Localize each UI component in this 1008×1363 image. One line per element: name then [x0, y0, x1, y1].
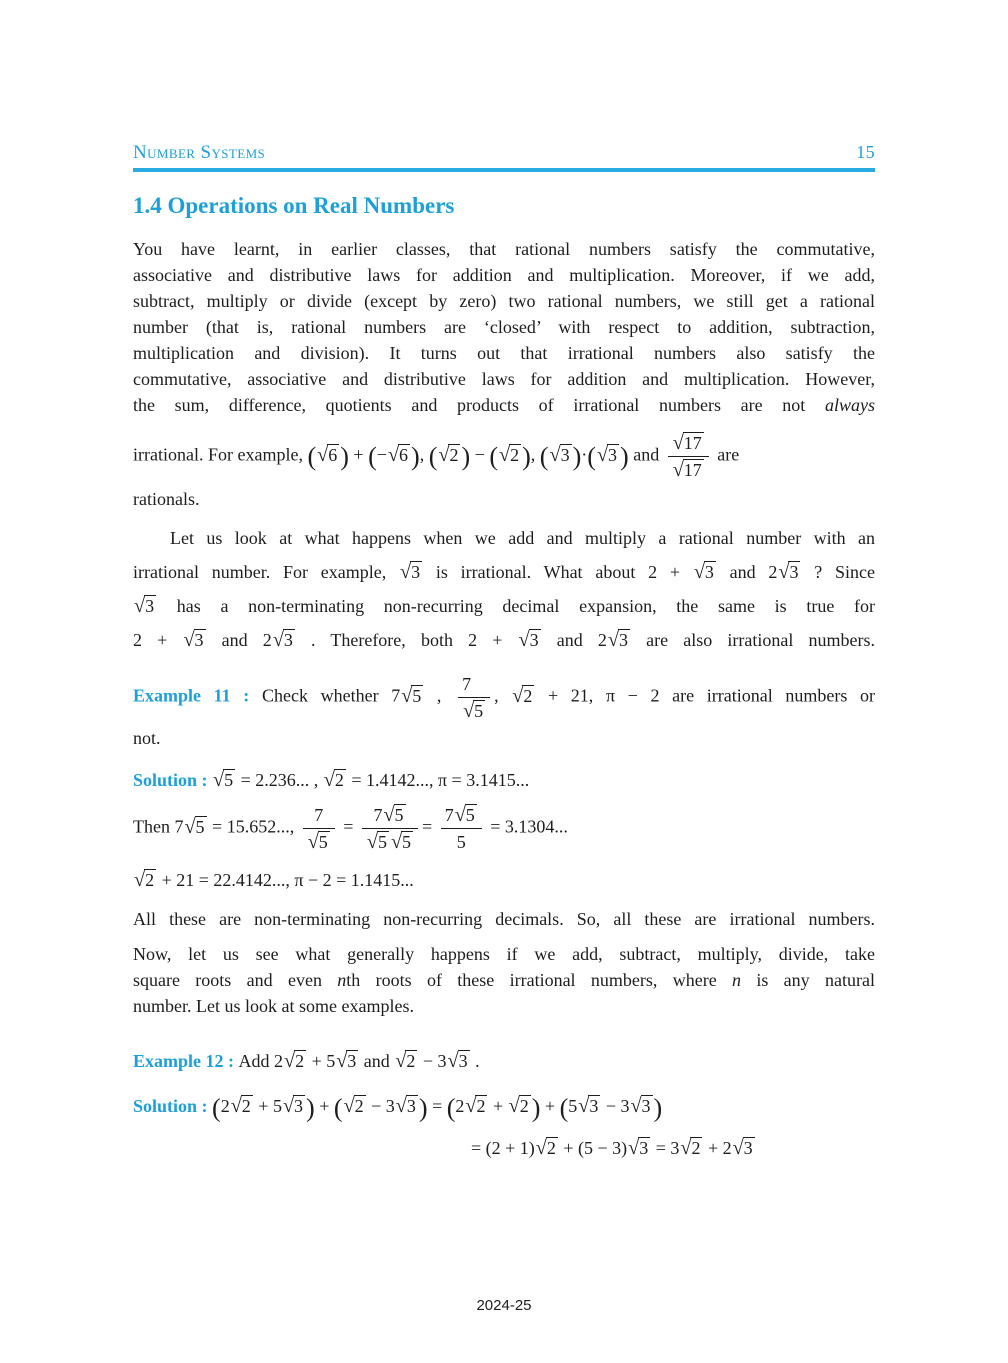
page-header [133, 142, 875, 164]
text-run: . Therefore, both 2 + [295, 630, 518, 650]
text-run: associative and distributive laws for addition and multiplication. Moreover, if we add, [133, 265, 875, 285]
radicand: 5 [394, 805, 404, 825]
text-run: Check whether 7 [261, 685, 401, 706]
text-run: subtract, multiply or divide (except by zero) two rational numbers, we still get a rational [133, 291, 875, 311]
radicand: 17 [683, 459, 702, 480]
text-run: = 15.652..., [207, 816, 299, 837]
text-run: = 2.236... , [236, 770, 323, 790]
big-paren: ( [587, 442, 596, 472]
radical-sign: √ [549, 443, 561, 466]
radical-sign: √ [630, 1095, 642, 1117]
radicand: 5 [195, 816, 205, 837]
text-run: irrational number. For example, [133, 562, 400, 582]
text-run: + (5 − 3) [558, 1137, 628, 1158]
text-run: · [581, 444, 588, 465]
fraction [441, 804, 482, 853]
denominator [668, 457, 709, 482]
big-paren: ( [428, 442, 438, 472]
sqrt-expression [597, 445, 619, 465]
sqrt-expression [283, 1096, 305, 1116]
radicand: 5 [412, 685, 422, 706]
radical-sign: √ [183, 629, 195, 651]
text-run: 7 [444, 805, 454, 825]
radical-sign: √ [336, 1050, 348, 1072]
text-run: 2 [220, 1096, 230, 1116]
text-line [133, 314, 875, 340]
radical-sign: √ [438, 443, 450, 466]
radical-sign: √ [596, 443, 609, 466]
text-run: Now, let us see what generally happens if we add, subtract, multiply, divide, take [133, 944, 875, 964]
radicand: 3 [347, 1051, 357, 1071]
fraction [668, 432, 709, 481]
radicand: 5 [377, 831, 387, 852]
radical-sign: √ [578, 1095, 590, 1117]
text-run: and [628, 444, 664, 465]
sqrt-expression [396, 1096, 418, 1116]
radical-sign: √ [387, 443, 399, 466]
sqrt-expression [509, 1096, 531, 1116]
text-run: number (that is, rational numbers are ‘closed’ with respect to addition, subtraction, [133, 317, 875, 337]
accent-label: Solution : [133, 1096, 213, 1116]
text-run: are also irrational numbers. [630, 630, 875, 650]
sqrt-expression [778, 562, 800, 582]
example-11 [133, 670, 875, 751]
text-line [133, 864, 875, 896]
text-run: = 3.1304... [485, 816, 568, 837]
running-head: Number Systems [133, 142, 266, 163]
sqrt-expression [578, 1096, 600, 1116]
text-line [133, 340, 875, 366]
radicand: 3 [704, 562, 714, 582]
sqrt-expression [608, 630, 630, 650]
italic-text: n [732, 970, 742, 990]
page-content [133, 236, 875, 1161]
big-paren: ( [307, 442, 317, 472]
radical-sign: √ [499, 443, 511, 466]
sqrt-expression [184, 817, 206, 837]
radicand: 3 [283, 630, 293, 650]
sqrt-expression [733, 1138, 755, 1158]
radical-sign: √ [401, 684, 413, 707]
accent-label: Solution : [133, 770, 213, 790]
sqrt-expression [680, 1138, 702, 1158]
radical-sign: √ [607, 629, 619, 651]
text-line [133, 623, 875, 657]
text-run: = [422, 816, 437, 837]
rational-irrational-paragraph [133, 521, 875, 657]
text-run: is any natural [741, 970, 875, 990]
radicand: 2 [354, 1096, 364, 1116]
text-line [133, 764, 875, 796]
sqrt-expression [673, 433, 704, 453]
text-run: 7 [373, 805, 383, 825]
sqrt-expression [448, 1051, 470, 1071]
denominator [362, 829, 418, 854]
text-line [133, 993, 875, 1019]
radical-sign: √ [400, 561, 412, 583]
text-run: irrational. For example, [133, 444, 308, 465]
sqrt-expression [536, 1138, 558, 1158]
radical-sign: √ [230, 1095, 242, 1117]
radicand: 2 [145, 870, 155, 890]
radicand: 2 [449, 444, 459, 465]
italic-text: n [337, 970, 347, 990]
radical-sign: √ [395, 1050, 407, 1072]
big-paren: ) [653, 1093, 663, 1123]
sqrt-expression [134, 870, 156, 890]
radical-sign: √ [317, 443, 329, 466]
text-run: are [712, 444, 740, 465]
header-rule [133, 168, 875, 172]
sqrt-expression [231, 1096, 253, 1116]
text-run: = [427, 1096, 447, 1116]
sqrt-expression [183, 630, 205, 650]
text-run: 5 [568, 1096, 578, 1116]
sqrt-expression [213, 770, 235, 790]
text-run: and 2 [716, 562, 778, 582]
sqrt-expression [134, 596, 156, 616]
radical-sign: √ [307, 830, 319, 853]
radicand: 2 [519, 1096, 529, 1116]
then-computation [133, 804, 875, 853]
text-line [133, 555, 875, 589]
radical-sign: √ [672, 458, 684, 481]
text-run: , [494, 685, 512, 706]
text-run: + 2 [703, 1137, 732, 1158]
text-line [133, 486, 875, 512]
italic-text: always [824, 395, 875, 415]
radicand: 2 [295, 1051, 305, 1071]
text-run: 2 [455, 1096, 465, 1116]
text-run: 5 [456, 831, 466, 852]
sqrt-expression [673, 460, 704, 480]
sqrt-expression [400, 562, 422, 582]
radicand: 3 [406, 1096, 416, 1116]
radicand: 3 [743, 1137, 753, 1158]
text-run: , [419, 444, 429, 465]
text-run: has a non-terminating non-recurring decimal expansion, the same is true for [157, 596, 875, 616]
text-run: and 2 [206, 630, 272, 650]
text-run: Then 7 [133, 816, 184, 837]
radicand: 6 [399, 444, 408, 465]
text-run: number. Let us look at some examples. [133, 996, 414, 1016]
radicand: 3 [529, 630, 539, 650]
denominator [303, 829, 335, 854]
text-run: + [348, 444, 369, 465]
radicand: 2 [241, 1096, 251, 1116]
radical-sign: √ [463, 699, 475, 722]
text-run: + [488, 1096, 508, 1116]
text-run: commutative, associative and distributive laws for addition and multiplication. However, [133, 369, 875, 389]
numerator [668, 432, 709, 457]
radical-sign: √ [465, 1095, 477, 1117]
text-line [133, 941, 875, 967]
sqrt-expression [395, 1051, 417, 1071]
big-paren: ( [559, 1093, 569, 1123]
text-run: − 3 [366, 1096, 395, 1116]
big-paren: ( [368, 442, 377, 472]
sqrt-expression [694, 562, 716, 582]
radical-sign: √ [184, 815, 196, 838]
radical-sign: √ [366, 830, 378, 853]
radicand: 2 [476, 1096, 486, 1116]
sqrt-expression [465, 1096, 487, 1116]
accent-label: Example 12 : [133, 1051, 239, 1071]
radicand: 5 [474, 700, 484, 721]
text-line [133, 288, 875, 314]
big-paren: ) [461, 442, 471, 472]
conclusion-line [133, 906, 875, 932]
radical-sign: √ [343, 1095, 355, 1117]
radicand: 2 [523, 685, 533, 706]
radicand: 6 [328, 444, 338, 465]
radicand: 3 [411, 562, 421, 582]
big-paren: ) [340, 442, 349, 472]
text-run: You have learnt, in earlier classes, that rational numbers satisfy the commutative, [133, 239, 875, 259]
big-paren: ( [333, 1093, 343, 1123]
text-run: − [470, 444, 490, 465]
radicand: 2 [406, 1051, 416, 1071]
radicand: 2 [546, 1137, 556, 1158]
radical-sign: √ [390, 830, 403, 853]
solution-11 [133, 764, 875, 796]
radicand: 5 [402, 831, 412, 852]
big-paren: ( [539, 442, 549, 472]
sqrt-expression [344, 1096, 366, 1116]
radicand: 5 [318, 831, 328, 852]
big-paren: ( [446, 1093, 456, 1123]
text-run: 7 [462, 674, 472, 694]
text-run: + 21 = 22.4142..., π − 2 = 1.1415... [157, 870, 414, 890]
radical-sign: √ [535, 1136, 547, 1159]
radicand: 3 [294, 1096, 304, 1116]
radicand: 3 [618, 630, 628, 650]
text-line [133, 392, 875, 418]
text-run: , [424, 685, 455, 706]
radical-sign: √ [272, 629, 284, 651]
big-paren: ) [411, 442, 420, 472]
sqrt2-computation [133, 864, 875, 896]
text-line [133, 426, 875, 484]
sqrt-expression [630, 1096, 652, 1116]
numerator [362, 804, 418, 829]
big-paren: ( [212, 1093, 221, 1123]
big-paren: ) [418, 1093, 428, 1123]
radical-sign: √ [284, 1050, 296, 1072]
sqrt-expression [324, 770, 346, 790]
text-line [133, 804, 875, 853]
radical-sign: √ [383, 804, 395, 826]
text-run: multiplication and division). It turns out that irrational numbers also satisfy the [133, 343, 875, 363]
page-number: 15 [856, 142, 875, 162]
text-line [471, 1135, 875, 1161]
text-run: Let us look at what happens when we add and multiply a rational number with an [170, 528, 875, 548]
radicand: 2 [510, 444, 520, 465]
radical-sign: √ [518, 629, 530, 651]
radical-sign: √ [454, 804, 466, 826]
radical-sign: √ [447, 1050, 459, 1072]
radicand: 5 [224, 770, 234, 790]
section-heading: 1.4 Operations on Real Numbers [133, 193, 455, 218]
text-run: + 5 [253, 1096, 282, 1116]
radicand: 3 [145, 596, 155, 616]
text-run: the sum, difference, quotients and products of irrational numbers are not [133, 395, 825, 415]
sqrt-expression [391, 832, 413, 852]
text-run: square roots and even [133, 970, 338, 990]
text-run: = 1.4142..., π = 3.1415... [346, 770, 530, 790]
text-run: + 21, π − 2 are irrational numbers or [535, 685, 876, 706]
radical-sign: √ [508, 1095, 520, 1117]
fraction [458, 673, 490, 722]
text-run: th roots of these irrational numbers, where [346, 970, 733, 990]
text-run: − [376, 444, 387, 465]
radicand: 3 [608, 444, 618, 465]
text-line [133, 670, 875, 725]
text-run: All these are non-terminating non-recurring decimals. So, all these are irrational numbers. [133, 909, 875, 929]
radicand: 2 [691, 1137, 701, 1158]
text-run: 2 + [133, 630, 183, 650]
sqrt-expression [455, 805, 477, 825]
text-run: = (2 + 1) [471, 1137, 535, 1158]
intro-paragraph [133, 236, 875, 418]
text-run: rationals. [133, 489, 200, 509]
sqrt-expression [317, 445, 339, 465]
radical-sign: √ [134, 595, 146, 617]
radical-sign: √ [134, 869, 146, 891]
sqrt-expression [336, 1051, 358, 1071]
big-paren: ) [572, 442, 582, 472]
text-run: + 5 [307, 1051, 336, 1071]
sqrt-expression [388, 445, 410, 465]
radical-sign: √ [680, 1136, 692, 1159]
radicand: 3 [458, 1051, 468, 1071]
sqrt-expression [519, 630, 541, 650]
radicand: 17 [683, 433, 702, 453]
radicand: 3 [560, 444, 570, 465]
radical-sign: √ [512, 684, 524, 707]
accent-label: Example 11 : [133, 685, 262, 706]
text-run: and [359, 1051, 395, 1071]
sqrt-expression [367, 832, 389, 852]
text-run: = [338, 816, 358, 837]
page-footer: 2024-25 [476, 1297, 532, 1314]
irrational-example-line [133, 426, 875, 484]
text-line [133, 366, 875, 392]
radical-sign: √ [778, 561, 790, 583]
denominator [458, 698, 490, 723]
big-paren: ) [306, 1093, 315, 1123]
text-line [133, 1045, 875, 1077]
text-run: and 2 [541, 630, 607, 650]
radicand: 3 [789, 562, 799, 582]
sqrt-expression [550, 445, 572, 465]
big-paren: ) [531, 1093, 541, 1123]
sqrt-expression [284, 1051, 306, 1071]
radical-sign: √ [213, 769, 225, 791]
text-line [133, 967, 875, 993]
numerator [458, 673, 490, 698]
text-run: 7 [314, 805, 324, 825]
fraction [303, 804, 335, 853]
sqrt-expression [273, 630, 295, 650]
sqrt-expression [308, 832, 330, 852]
numerator [303, 804, 335, 829]
text-run: − 3 [601, 1096, 630, 1116]
text-run: + [314, 1096, 334, 1116]
fraction [362, 804, 418, 853]
numerator [441, 804, 482, 829]
sqrt-expression [499, 445, 521, 465]
big-paren: ) [620, 442, 629, 472]
text-line [133, 589, 875, 623]
text-run: + [540, 1096, 560, 1116]
text-line [133, 262, 875, 288]
radicand: 3 [639, 1137, 649, 1158]
text-run: not. [133, 728, 161, 748]
text-line [133, 236, 875, 262]
text-line [133, 521, 875, 555]
radical-sign: √ [395, 1095, 407, 1117]
radical-sign: √ [693, 561, 705, 583]
rationals-line [133, 486, 875, 512]
radicand: 3 [194, 630, 204, 650]
text-run: − 3 [418, 1051, 447, 1071]
sqrt-expression [463, 701, 485, 721]
radicand: 5 [465, 805, 475, 825]
text-run: is irrational. What about 2 + [423, 562, 693, 582]
sqrt-expression [512, 686, 534, 706]
radicand: 3 [641, 1096, 651, 1116]
text-line [133, 906, 875, 932]
radicand: 3 [589, 1096, 599, 1116]
big-paren: ( [489, 442, 499, 472]
example-12 [133, 1045, 875, 1077]
text-line [133, 725, 875, 751]
text-run: = 3 [651, 1137, 680, 1158]
radicand: 2 [334, 770, 344, 790]
radical-sign: √ [672, 432, 684, 454]
big-paren: ) [522, 442, 531, 472]
radical-sign: √ [323, 769, 335, 791]
text-run: . [470, 1051, 480, 1071]
radical-sign: √ [282, 1095, 295, 1117]
next-steps-paragraph [133, 941, 875, 1019]
sqrt-expression [383, 805, 405, 825]
sqrt-expression [438, 445, 460, 465]
radical-sign: √ [628, 1136, 640, 1159]
text-run: , [530, 444, 540, 465]
solution-12 [133, 1089, 875, 1161]
denominator [441, 829, 482, 854]
text-run: ? Since [801, 562, 876, 582]
sqrt-expression [401, 686, 423, 706]
text-line [133, 1089, 875, 1126]
radical-sign: √ [732, 1136, 744, 1159]
text-run: Add 2 [238, 1051, 283, 1071]
sqrt-expression [628, 1138, 650, 1158]
